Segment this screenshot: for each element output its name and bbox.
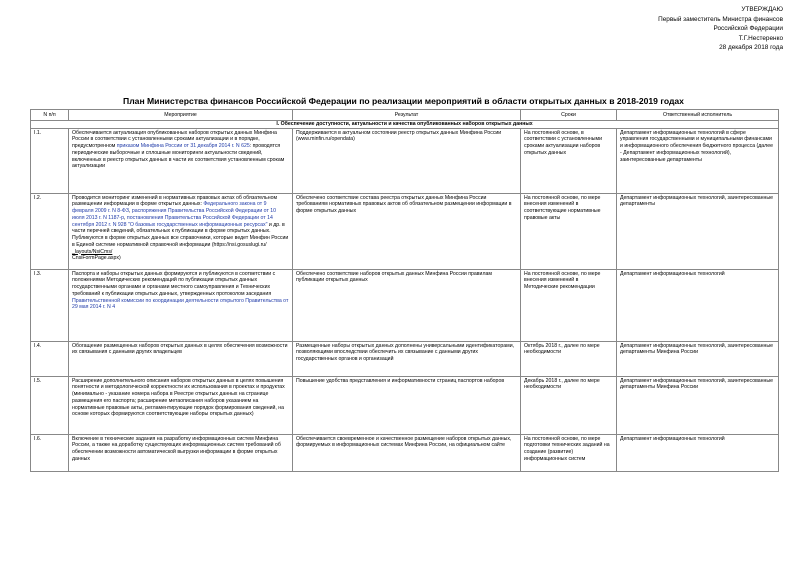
- government-resolution-link[interactable]: постановления Правительства Российской Федерации от 14 сентября 2012 г. N 928 "О базовых государственных информационных ресурсах": [72, 214, 273, 228]
- table-row: [31, 270, 779, 342]
- row-activity: Обогащение размещенных наборов открытых данных в целях обеспечения возможности их связывания с данными других владельцев: [69, 342, 293, 377]
- table-row: [31, 435, 779, 472]
- row-result: Обеспечено соответствие состава реестра открытых данных Минфина России требованиям нормативных правовых актов об обязательном размещении информации в форме открытых данных: [293, 194, 521, 270]
- row-number: I.2.: [31, 194, 69, 270]
- row-activity: Включение в технические задания на разработку информационных систем Минфина России, а также на доработку существующих информационных систем требований об обеспечении возможности автоматической выгрузки информации в форме открытых данных: [69, 435, 293, 472]
- header-term: Сроки: [521, 110, 617, 121]
- row-term: На постоянной основе, по мере подготовки технических заданий на создание (развитие) информационных систем: [521, 435, 617, 472]
- table-row: [31, 129, 779, 194]
- row-result: Поддерживается в актуальном состоянии реестр открытых данных Минфина России (www.minfin.ru/opendata): [293, 129, 521, 194]
- activity-text: : проводятся периодические выборочные и сплошные мониторинги актуальности сведений, включенных в реестр открытых данных в части их соответствия установленным срокам актуализации: [72, 143, 285, 170]
- header-num: N п/п: [31, 110, 69, 121]
- activity-text: CnsiFormPage.aspx): [72, 255, 121, 262]
- page-title: План Министерства финансов Российской Федерации по реализации мероприятий в области открытых данных в 2018-2019 годах: [123, 96, 684, 106]
- row-executor: Департамент информационных технологий, заинтересованные департаменты: [617, 194, 779, 270]
- row-number: I.6.: [31, 435, 69, 472]
- row-executor: Департамент информационных технологий: [617, 270, 779, 342]
- row-result: Обеспечено соответствие наборов открытых данных Минфина России правилам публикации открытых данных: [293, 270, 521, 342]
- row-result: Размещенные наборы открытых данных дополнены универсальными идентификаторами, позволяющими впоследствии обеспечить их связывание с данными других государственных органов и организаций: [293, 342, 521, 377]
- activity-text: ,: [124, 214, 127, 221]
- row-executor: Департамент информационных технологий: [617, 435, 779, 472]
- row-executor: Департамент информационных технологий, заинтересованные департаменты Минфина России: [617, 377, 779, 435]
- header-result: Результат: [293, 110, 521, 121]
- row-number: I.3.: [31, 270, 69, 342]
- approval-stamp: [543, 5, 783, 53]
- approval-position: Первый заместитель Министра финансов: [658, 15, 783, 23]
- activity-text: ,: [128, 208, 132, 214]
- commission-protocol-link[interactable]: Правительственной комиссии по координации деятельности открытого Правительства от 29 мая 2014 г. N 4: [72, 297, 289, 311]
- table-row: [31, 342, 779, 377]
- approval-date: 28 декабря 2018 года: [719, 44, 783, 52]
- row-activity: [69, 129, 293, 194]
- row-number: I.5.: [31, 377, 69, 435]
- row-result: Обеспечивается своевременное и качественное размещение наборов открытых данных, формируемых в информационных системах Минфина России, на официальном сайте: [293, 435, 521, 472]
- header-activity: Мероприятие: [69, 110, 293, 121]
- row-term: На постоянной основе, по мере внесения изменений в Методические рекомендации: [521, 270, 617, 342]
- activity-text: Проводится мониторинг изменений в нормативных правовых актах об обязательном размещении информации в форме открытых данных:: [72, 194, 278, 208]
- row-executor: Департамент информационных технологий, заинтересованные департаменты Минфина России: [617, 342, 779, 377]
- activity-text: и др. в части перечней сведений, обязательных к публикации в форме открытых данных. Публикуются в форме открытых данных все справочники, которые ведет Минфин России в Единой системе нормативной справочной информации (https://nsi.gosuslugi.ru/: [72, 221, 289, 248]
- row-term: Октябрь 2018 г., далее по мере необходимости: [521, 342, 617, 377]
- table-row: [31, 377, 779, 435]
- row-number: I.4.: [31, 342, 69, 377]
- approval-heading: УТВЕРЖДАЮ: [741, 6, 783, 13]
- table-header-row: [31, 110, 779, 121]
- row-term: Декабрь 2018 г., далее по мере необходимости: [521, 377, 617, 435]
- plan-table: [30, 109, 779, 472]
- row-activity: [69, 194, 293, 270]
- approval-country: Российской Федерации: [713, 25, 783, 33]
- row-term: На постоянной основе, в соответствии с установленными сроками актуализации наборов открытых данных: [521, 129, 617, 194]
- row-activity: Расширение дополнительного описания наборов открытых данных в целях повышения понятности и методологической корректности их использования в проектах и продуктах (минимально - указание номера набора в Реестре открытых данных на странице размещения его паспорта; расширение метаописания наборов указанием на нормативные правовые акты, регламентирующие порядок формирования сведений, на основе которых формируются соответствующие наборы открытых данных): [69, 377, 293, 435]
- section-row: [31, 121, 779, 129]
- row-executor: Департамент информационных технологий в сфере управления государственными и муниципальными финансами и информационного обеспечения бюджетного процесса (далее - Департамент информационных технологий), заинтересованные департаменты: [617, 129, 779, 194]
- row-term: На постоянной основе, по мере внесения изменений в соответствующие нормативные правовые акты: [521, 194, 617, 270]
- approval-signatory: Т.Г.Нестеренко: [738, 34, 783, 42]
- section-title: I. Обеспечение доступности, актуальности и качества опубликованных наборов открытых данных: [31, 121, 779, 129]
- activity-text: Обеспечивается актуализация опубликованных наборов открытых данных Минфина России в соответствии с установленными сроками актуализации и в порядке, предусмотренном: [72, 129, 277, 149]
- table-row: [31, 194, 779, 270]
- order-link[interactable]: приказом Минфина России от 31 декабря 2014 г. N 625: [116, 143, 250, 149]
- nsi-url-link[interactable]: _layouts/NsiCms/: [72, 248, 113, 255]
- header-executor: Ответственный исполнитель: [617, 110, 779, 121]
- row-number: I.1.: [31, 129, 69, 194]
- row-result: Повышение удобства представления и информативности страниц паспортов наборов: [293, 377, 521, 435]
- row-activity: [69, 270, 293, 342]
- government-order-link[interactable]: распоряжения Правительства Российской Федерации от 10 июля 2013 г. N 1187-р: [72, 208, 277, 221]
- activity-text: Паспорта и наборы открытых данных формируются и публикуются в соответствии с положениями Методических рекомендаций по публикации открытых данных государственными органами и органами местного самоуправления и Технических требований к публикации открытых данных, утвержденных протоколом заседания: [72, 270, 276, 297]
- federal-law-link[interactable]: Федерального закона от 9 февраля 2009 г. N 8-ФЗ: [72, 201, 267, 214]
